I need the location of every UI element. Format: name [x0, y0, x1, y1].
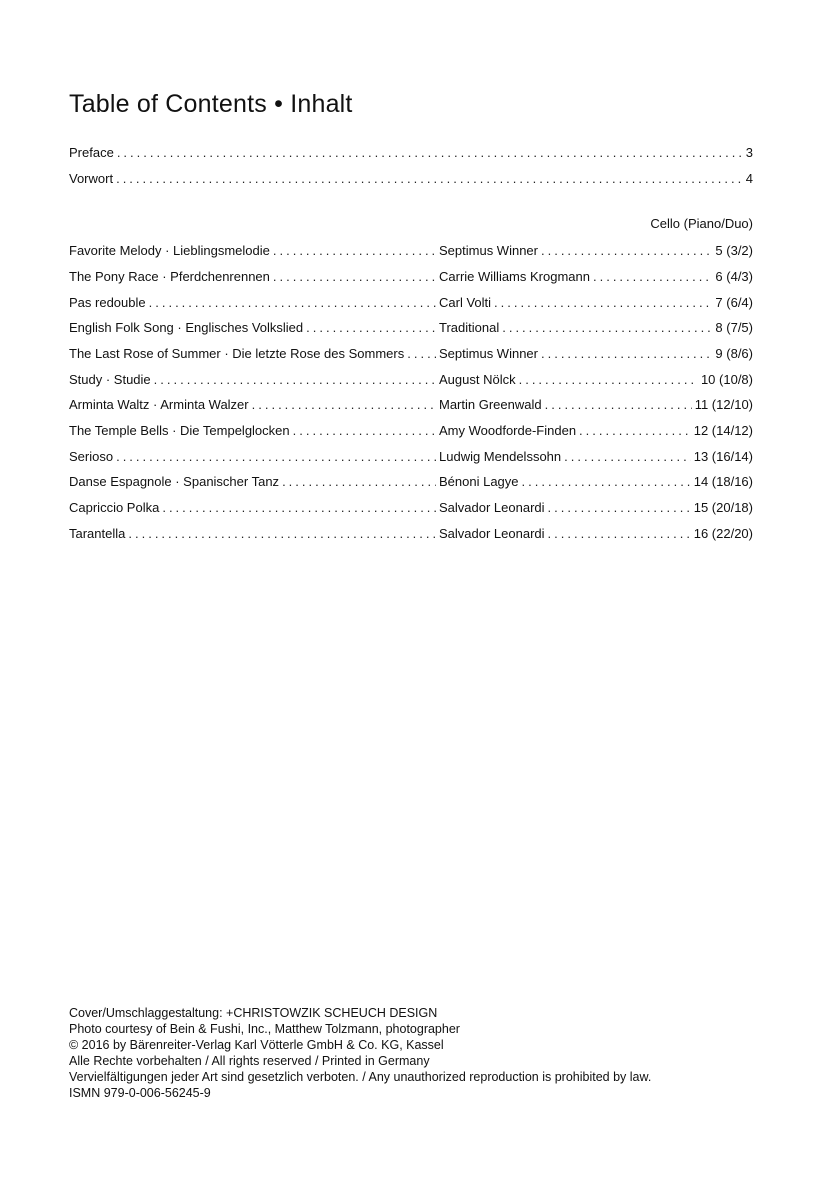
toc-entry-composer-row — [439, 500, 753, 515]
toc-vorwort-row — [69, 171, 753, 186]
credits-block — [69, 1005, 759, 1101]
toc-entry-composer-row — [439, 320, 753, 335]
toc-entry-composer-row — [439, 269, 753, 284]
toc-entry-composer-row — [439, 346, 753, 361]
piece-title: Danse Espagnole · Spanischer Tanz — [69, 474, 280, 489]
composer: Septimus Winner — [439, 346, 538, 361]
composer: Amy Woodforde-Finden — [439, 423, 577, 438]
toc-entry-title-row — [69, 269, 439, 284]
dot-leader — [117, 145, 743, 160]
page-numbers: 7 (6/4) — [715, 295, 753, 310]
page-numbers: 6 (4/3) — [715, 269, 753, 284]
dot-leader — [162, 500, 436, 515]
credit-line: Photo courtesy of Bein & Fushi, Inc., Matthew Tolzmann, photographer — [69, 1022, 460, 1036]
piece-title: English Folk Song · Englisches Volkslied — [69, 320, 304, 335]
toc-preface-label: Preface — [69, 145, 114, 160]
page-numbers: 5 (3/2) — [715, 243, 753, 258]
dot-leader — [541, 243, 712, 258]
dot-leader — [407, 346, 436, 361]
credit-line: Vervielfältigungen jeder Art sind gesetzlich verboten. / Any unauthorized reproduction is prohibited by law. — [69, 1070, 652, 1084]
toc-entry-composer-row — [439, 372, 753, 387]
dot-leader — [548, 526, 691, 541]
page-numbers: 11 (12/10) — [694, 397, 753, 412]
dot-leader — [273, 269, 436, 284]
column-header: Cello (Piano/Duo) — [650, 216, 753, 231]
page-numbers: 15 (20/18) — [693, 500, 753, 515]
toc-entry-title-row — [69, 449, 439, 464]
toc-entry-title-row — [69, 295, 439, 310]
credit-line: ISMN 979-0-006-56245-9 — [69, 1086, 211, 1100]
dot-leader — [293, 423, 436, 438]
dot-leader — [306, 320, 436, 335]
dot-leader — [273, 243, 436, 258]
toc-entry-title-row — [69, 397, 439, 412]
toc-vorwort-page: 4 — [745, 171, 753, 186]
dot-leader — [494, 295, 712, 310]
toc-entry-composer-row — [439, 526, 753, 541]
composer: Bénoni Lagye — [439, 474, 519, 489]
piece-title: The Last Rose of Summer · Die letzte Rose des Sommers — [69, 346, 405, 361]
composer: Septimus Winner — [439, 243, 538, 258]
page-numbers: 8 (7/5) — [715, 320, 753, 335]
credit-line: Alle Rechte vorbehalten / All rights reserved / Printed in Germany — [69, 1054, 430, 1068]
toc-entry-title-row — [69, 526, 439, 541]
composer: Martin Greenwald — [439, 397, 542, 412]
piece-title: Capriccio Polka — [69, 500, 160, 515]
page-numbers: 16 (22/20) — [693, 526, 753, 541]
toc-entry-composer-row — [439, 474, 753, 489]
composer: Carrie Williams Krogmann — [439, 269, 590, 284]
toc-entry-composer-row — [439, 295, 753, 310]
toc-preface-page: 3 — [745, 145, 753, 160]
composer: Salvador Leonardi — [439, 526, 545, 541]
piece-title: Arminta Waltz · Arminta Walzer — [69, 397, 249, 412]
composer: Carl Volti — [439, 295, 492, 310]
dot-leader — [282, 474, 436, 489]
toc-entry-title-row — [69, 243, 439, 258]
dot-leader — [564, 449, 691, 464]
credit-line: © 2016 by Bärenreiter-Verlag Karl Vötterle GmbH & Co. KG, Kassel — [69, 1038, 444, 1052]
piece-title: Serioso — [69, 449, 114, 464]
toc-entry-title-row — [69, 320, 439, 335]
composer: August Nölck — [439, 372, 516, 387]
toc-entry-composer-row — [439, 243, 753, 258]
dot-leader — [545, 397, 692, 412]
toc-entry-composer-row — [439, 423, 753, 438]
dot-leader — [522, 474, 691, 489]
piece-title: The Temple Bells · Die Tempelglocken — [69, 423, 290, 438]
dot-leader — [128, 526, 436, 541]
toc-entry-title-row — [69, 500, 439, 515]
page-numbers: 13 (16/14) — [693, 449, 753, 464]
piece-title: Tarantella — [69, 526, 126, 541]
toc-entry-title-row — [69, 372, 439, 387]
composer: Ludwig Mendelssohn — [439, 449, 562, 464]
page-title: Table of Contents • Inhalt — [69, 90, 353, 118]
toc-entry-composer-row — [439, 397, 753, 412]
page-numbers: 9 (8/6) — [715, 346, 753, 361]
piece-title: The Pony Race · Pferdchenrennen — [69, 269, 270, 284]
dot-leader — [541, 346, 712, 361]
dot-leader — [116, 171, 743, 186]
toc-entry-title-row — [69, 423, 439, 438]
toc-preface-row — [69, 145, 753, 160]
dot-leader — [579, 423, 691, 438]
piece-title: Pas redouble — [69, 295, 146, 310]
dot-leader — [548, 500, 691, 515]
composer: Traditional — [439, 320, 500, 335]
toc-entry-title-row — [69, 346, 439, 361]
toc-vorwort-label: Vorwort — [69, 171, 114, 186]
page-numbers: 10 (10/8) — [700, 372, 753, 387]
credit-line: Cover/Umschlaggestaltung: +CHRISTOWZIK SCHEUCH DESIGN — [69, 1006, 438, 1020]
dot-leader — [252, 397, 436, 412]
dot-leader — [502, 320, 712, 335]
dot-leader — [149, 295, 436, 310]
dot-leader — [593, 269, 712, 284]
page-numbers: 12 (14/12) — [693, 423, 753, 438]
composer: Salvador Leonardi — [439, 500, 545, 515]
toc-entry-composer-row — [439, 449, 753, 464]
piece-title: Favorite Melody · Lieblingsmelodie — [69, 243, 270, 258]
dot-leader — [519, 372, 698, 387]
toc-entry-title-row — [69, 474, 439, 489]
dot-leader — [154, 372, 436, 387]
page-numbers: 14 (18/16) — [693, 474, 753, 489]
piece-title: Study · Studie — [69, 372, 151, 387]
dot-leader — [116, 449, 436, 464]
